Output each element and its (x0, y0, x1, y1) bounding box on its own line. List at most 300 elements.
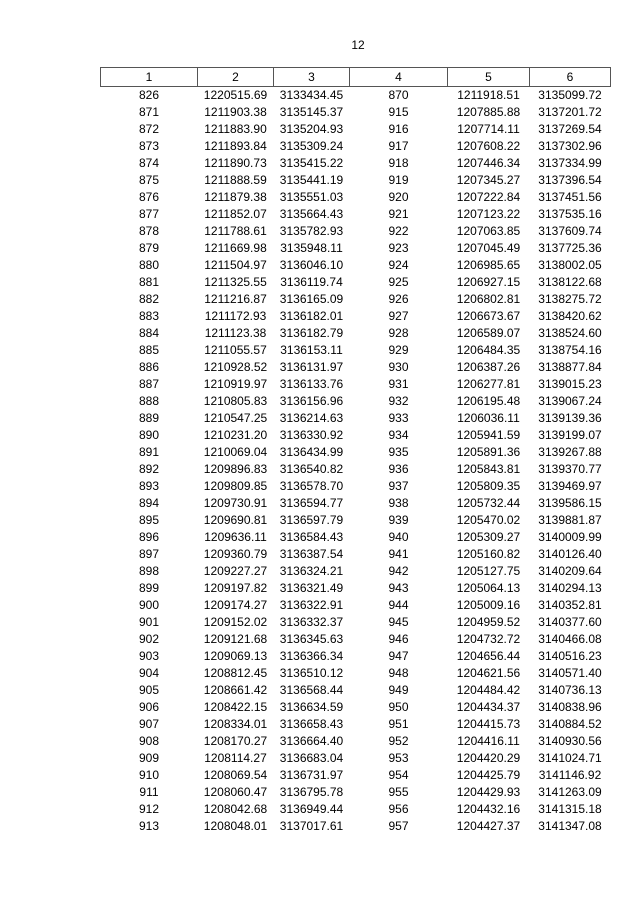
table-cell: 3141146.92 (538, 768, 602, 782)
table-cell: 3136322.91 (279, 598, 344, 612)
table-cell: 1204959.52 (456, 615, 521, 629)
table-cell: 925 (388, 275, 409, 289)
table-cell: 3135664.43 (279, 207, 344, 221)
table-cell: 1211504.97 (204, 258, 267, 272)
table-cell: 1204432.16 (456, 802, 521, 816)
table-cell: 3136119.74 (280, 275, 343, 289)
table-cell: 1204732.72 (456, 632, 521, 646)
table-cell: 933 (388, 411, 409, 425)
table-cell: 882 (138, 292, 160, 306)
table-cell: 3135204.93 (279, 122, 344, 136)
table-row (101, 682, 611, 699)
table-cell: 1211852.07 (204, 207, 267, 221)
table-cell: 1210069.04 (203, 445, 268, 459)
table-cell: 1204484.42 (456, 683, 521, 697)
table-cell: 1207063.85 (456, 224, 521, 238)
table-row (101, 427, 611, 444)
table-cell: 905 (138, 683, 160, 697)
table-cell: 875 (138, 173, 160, 187)
table-row (101, 274, 611, 291)
table-cell: 896 (138, 530, 160, 544)
table-row (101, 546, 611, 563)
table-cell: 3139015.23 (538, 377, 602, 391)
table-cell: 1211890.73 (204, 156, 267, 170)
table-cell: 1206195.48 (456, 394, 521, 408)
table-cell: 3140466.08 (538, 632, 602, 646)
table-cell: 3139199.07 (538, 428, 602, 442)
table-row (101, 478, 611, 495)
table-cell: 3133434.45 (279, 88, 344, 102)
table-cell: 1206802.81 (456, 292, 521, 306)
table-cell: 3137334.99 (538, 156, 602, 170)
table-cell: 3138002.05 (538, 258, 602, 272)
table-cell: 1207714.11 (457, 122, 520, 136)
table-cell: 894 (138, 496, 160, 510)
table-cell: 1205809.35 (456, 479, 521, 493)
table-cell: 3138524.60 (538, 326, 602, 340)
table-cell: 920 (388, 190, 409, 204)
table-cell: 891 (138, 445, 160, 459)
table-cell: 1206484.35 (456, 343, 521, 357)
table-cell: 3139139.36 (538, 411, 602, 425)
table-cell: 883 (138, 309, 160, 323)
table-row (101, 699, 611, 716)
column-header-6: 6 (530, 68, 611, 87)
table-row (101, 121, 611, 138)
table-cell: 954 (388, 768, 409, 782)
table-cell: 3135099.72 (538, 88, 602, 102)
table-cell: 3140294.13 (538, 581, 602, 595)
table-row (101, 767, 611, 784)
table-cell: 1208042.68 (203, 802, 268, 816)
table-cell: 927 (388, 309, 409, 323)
table-cell: 3135415.22 (279, 156, 344, 170)
table-cell: 931 (388, 377, 409, 391)
table-cell: 911 (139, 785, 159, 799)
table-cell: 3141347.08 (538, 819, 602, 833)
table-cell: 1206036.11 (457, 411, 520, 425)
table-cell: 1208812.45 (203, 666, 268, 680)
table-cell: 871 (138, 105, 160, 119)
table-cell: 1205732.44 (456, 496, 521, 510)
table-cell: 889 (138, 411, 160, 425)
table-cell: 1205941.59 (456, 428, 521, 442)
table-cell: 3139067.24 (538, 394, 602, 408)
table-cell: 3138754.16 (538, 343, 602, 357)
table-cell: 1207885.88 (456, 105, 521, 119)
table-cell: 1206927.15 (456, 275, 521, 289)
table-cell: 3136584.43 (279, 530, 344, 544)
table-cell: 3139586.15 (538, 496, 602, 510)
table-cell: 898 (138, 564, 160, 578)
table-cell: 3136949.44 (279, 802, 344, 816)
table-cell: 826 (138, 88, 160, 102)
table-cell: 955 (388, 785, 409, 799)
table-cell: 1208060.47 (203, 785, 268, 799)
table-row (101, 750, 611, 767)
table-body (101, 87, 611, 836)
table-cell: 923 (388, 241, 409, 255)
table-cell: 909 (138, 751, 160, 765)
table-cell: 1209896.83 (203, 462, 268, 476)
table-cell: 3136321.49 (279, 581, 344, 595)
table-cell: 942 (388, 564, 409, 578)
table-cell: 3135309.24 (279, 139, 344, 153)
table-row (101, 240, 611, 257)
table-row (101, 665, 611, 682)
table-cell: 1205309.27 (456, 530, 521, 544)
table-row (101, 308, 611, 325)
table-cell: 935 (388, 445, 409, 459)
table-cell: 884 (138, 326, 160, 340)
table-cell: 873 (138, 139, 160, 153)
table-row (101, 461, 611, 478)
table-cell: 3135948.11 (280, 241, 343, 255)
table-cell: 3140838.96 (538, 700, 602, 714)
table-cell: 3140126.40 (538, 547, 602, 561)
table-row (101, 818, 611, 835)
table-cell: 3140516.23 (538, 649, 602, 663)
table-cell: 919 (388, 173, 409, 187)
table-row (101, 597, 611, 614)
table-cell: 1211788.61 (204, 224, 267, 238)
table-cell: 3136578.70 (279, 479, 344, 493)
table-cell: 907 (138, 717, 160, 731)
table-cell: 946 (388, 632, 409, 646)
table-cell: 895 (138, 513, 160, 527)
table-cell: 3137451.56 (538, 190, 602, 204)
table-cell: 3136664.40 (279, 734, 344, 748)
table-row (101, 87, 611, 105)
table-cell: 945 (388, 615, 409, 629)
table-cell: 943 (388, 581, 409, 595)
table-cell: 879 (138, 241, 160, 255)
table-row (101, 784, 611, 801)
table-cell: 1206985.65 (456, 258, 521, 272)
table-cell: 877 (138, 207, 160, 221)
table-cell: 926 (388, 292, 409, 306)
table-cell: 906 (138, 700, 160, 714)
table-cell: 934 (388, 428, 409, 442)
table-cell: 3141024.71 (538, 751, 602, 765)
table-cell: 1210928.52 (203, 360, 268, 374)
table-cell: 3141315.18 (538, 802, 602, 816)
table-cell: 1204415.73 (456, 717, 521, 731)
table-cell: 1206277.81 (456, 377, 521, 391)
table-cell: 924 (388, 258, 409, 272)
table-cell: 3137302.96 (538, 139, 602, 153)
table-cell: 1204427.37 (456, 819, 521, 833)
table-row (101, 801, 611, 818)
table-cell: 3135145.37 (279, 105, 344, 119)
table-cell: 1205009.16 (456, 598, 521, 612)
table-cell: 3136182.79 (279, 326, 344, 340)
table-row (101, 138, 611, 155)
column-header-1: 1 (101, 68, 198, 87)
table-cell: 915 (388, 105, 409, 119)
table-cell: 3140209.64 (538, 564, 602, 578)
table-cell: 3140884.52 (538, 717, 602, 731)
table-row (101, 529, 611, 546)
table-cell: 1207123.22 (456, 207, 521, 221)
table-cell: 1211172.93 (204, 309, 267, 323)
table-cell: 3136568.44 (279, 683, 344, 697)
table-cell: 1205843.81 (456, 462, 521, 476)
column-header-2: 2 (198, 68, 274, 87)
table-cell: 913 (138, 819, 160, 833)
table-cell: 1204420.29 (456, 751, 521, 765)
table-cell: 1208069.54 (203, 768, 268, 782)
table-cell: 1208334.01 (203, 717, 268, 731)
table-cell: 1209636.11 (204, 530, 267, 544)
table-row (101, 393, 611, 410)
table-row (101, 223, 611, 240)
table-cell: 3136434.99 (279, 445, 344, 459)
table-cell: 902 (138, 632, 160, 646)
table-cell: 947 (388, 649, 409, 663)
table-header-row (101, 68, 611, 87)
table-cell: 3136332.37 (279, 615, 344, 629)
table-row (101, 189, 611, 206)
table-cell: 3136540.82 (279, 462, 344, 476)
table-cell: 912 (138, 802, 160, 816)
table-cell: 876 (138, 190, 160, 204)
table-cell: 3136133.76 (279, 377, 344, 391)
table-cell: 1211325.55 (204, 275, 267, 289)
table-cell: 3136182.01 (279, 309, 344, 323)
table-cell: 890 (138, 428, 160, 442)
table-cell: 880 (138, 258, 160, 272)
table-cell: 937 (388, 479, 409, 493)
table-cell: 3137269.54 (538, 122, 602, 136)
table-cell: 1208114.27 (204, 751, 267, 765)
table-cell: 1209069.13 (203, 649, 268, 663)
table-cell: 1210231.20 (203, 428, 268, 442)
table-cell: 1204434.37 (456, 700, 521, 714)
table-cell: 3139370.77 (538, 462, 602, 476)
table-cell: 941 (388, 547, 409, 561)
table-cell: 3138122.68 (538, 275, 602, 289)
table-cell: 872 (138, 122, 160, 136)
table-cell: 1211918.51 (457, 88, 520, 102)
table-row (101, 376, 611, 393)
table-cell: 3136214.63 (279, 411, 344, 425)
table-cell: 1207608.22 (456, 139, 521, 153)
table-cell: 1211893.84 (204, 139, 267, 153)
table-cell: 910 (138, 768, 160, 782)
table-row (101, 342, 611, 359)
table-row (101, 104, 611, 121)
table-cell: 1209197.82 (203, 581, 268, 595)
table-row (101, 648, 611, 665)
table-row (101, 614, 611, 631)
table-row (101, 155, 611, 172)
table-cell: 3135551.03 (279, 190, 344, 204)
table-cell: 918 (388, 156, 409, 170)
table-row (101, 444, 611, 461)
table-cell: 1211879.38 (204, 190, 267, 204)
table-cell: 908 (138, 734, 160, 748)
table-cell: 878 (138, 224, 160, 238)
table-cell: 950 (388, 700, 409, 714)
table-cell: 1207045.49 (456, 241, 521, 255)
table-cell: 938 (388, 496, 409, 510)
table-cell: 1209174.27 (203, 598, 268, 612)
table-cell: 1208170.27 (203, 734, 268, 748)
table-row (101, 563, 611, 580)
table-cell: 874 (138, 156, 160, 170)
table-cell: 1205064.13 (456, 581, 521, 595)
table-cell: 1209730.91 (203, 496, 268, 510)
table-cell: 3136387.54 (279, 547, 344, 561)
table-row (101, 172, 611, 189)
table-cell: 3136510.12 (279, 666, 344, 680)
coordinates-table (100, 67, 611, 835)
table-cell: 1211903.38 (204, 105, 267, 119)
table-cell: 1208422.15 (203, 700, 268, 714)
table-cell: 921 (388, 207, 409, 221)
table-cell: 930 (388, 360, 409, 374)
table-cell: 1207345.27 (456, 173, 521, 187)
table-cell: 3136594.77 (279, 496, 344, 510)
table-cell: 3137535.16 (538, 207, 602, 221)
table-cell: 1211123.38 (204, 326, 267, 340)
table-cell: 922 (388, 224, 409, 238)
table-cell: 951 (388, 717, 409, 731)
column-header-4: 4 (350, 68, 448, 87)
table-cell: 886 (138, 360, 160, 374)
table-cell: 944 (388, 598, 409, 612)
table-cell: 1220515.69 (203, 88, 268, 102)
table-cell: 3137725.36 (538, 241, 602, 255)
table-cell: 929 (388, 343, 409, 357)
table-cell: 3141263.09 (538, 785, 602, 799)
table-cell: 1209152.02 (203, 615, 268, 629)
table-cell: 928 (388, 326, 409, 340)
table-cell: 3136795.78 (279, 785, 344, 799)
table-cell: 903 (138, 649, 160, 663)
table-cell: 932 (388, 394, 409, 408)
table-cell: 956 (388, 802, 409, 816)
table-cell: 893 (138, 479, 160, 493)
table-cell: 3136597.79 (279, 513, 344, 527)
table-cell: 1204429.93 (456, 785, 521, 799)
table-cell: 949 (388, 683, 409, 697)
table-cell: 1208048.01 (203, 819, 268, 833)
table-cell: 1205470.02 (456, 513, 521, 527)
table-cell: 870 (388, 88, 409, 102)
table-cell: 3136366.34 (279, 649, 344, 663)
table-cell: 3140571.40 (538, 666, 602, 680)
table-cell: 953 (388, 751, 409, 765)
table-cell: 887 (138, 377, 160, 391)
table-row (101, 291, 611, 308)
table-cell: 3136345.63 (279, 632, 344, 646)
table-cell: 1211883.90 (204, 122, 267, 136)
table-cell: 940 (388, 530, 409, 544)
column-header-3: 3 (274, 68, 350, 87)
table-cell: 3140352.81 (538, 598, 602, 612)
table-cell: 3140930.56 (538, 734, 602, 748)
table-row (101, 410, 611, 427)
table-cell: 3136046.10 (279, 258, 344, 272)
table-cell: 892 (138, 462, 160, 476)
table-cell: 881 (138, 275, 160, 289)
table-row (101, 733, 611, 750)
table-cell: 3136731.97 (279, 768, 344, 782)
table-row (101, 325, 611, 342)
table-cell: 3137396.54 (538, 173, 602, 187)
table-cell: 3139267.88 (538, 445, 602, 459)
table-cell: 1210805.83 (203, 394, 268, 408)
table-cell: 3136153.11 (280, 343, 343, 357)
table-cell: 3137201.72 (538, 105, 602, 119)
table-cell: 3136165.09 (279, 292, 344, 306)
table-cell: 3136131.97 (279, 360, 344, 374)
table-cell: 904 (138, 666, 160, 680)
table-cell: 901 (138, 615, 160, 629)
table-cell: 1207222.84 (456, 190, 521, 204)
table-cell: 3135441.19 (279, 173, 344, 187)
table-row (101, 512, 611, 529)
table-cell: 1209227.27 (203, 564, 268, 578)
table-cell: 3135782.93 (279, 224, 344, 238)
table-cell: 885 (138, 343, 160, 357)
table-row (101, 206, 611, 223)
table-cell: 1211216.87 (204, 292, 267, 306)
table-cell: 3136658.43 (279, 717, 344, 731)
table-cell: 1204621.56 (456, 666, 521, 680)
table-cell: 1211055.57 (204, 343, 267, 357)
table-cell: 3136634.59 (279, 700, 344, 714)
table-cell: 3137017.61 (279, 819, 344, 833)
table-cell: 1211888.59 (204, 173, 267, 187)
table-cell: 1209121.68 (203, 632, 268, 646)
table-cell: 917 (388, 139, 409, 153)
table-cell: 3136683.04 (279, 751, 344, 765)
table-cell: 1204425.79 (456, 768, 521, 782)
table-cell: 1209360.79 (203, 547, 268, 561)
table-cell: 1205127.75 (456, 564, 521, 578)
table-cell: 897 (138, 547, 160, 561)
table-cell: 1206387.26 (456, 360, 521, 374)
table-row (101, 580, 611, 597)
table-cell: 3140736.13 (538, 683, 602, 697)
table-cell: 1210547.25 (203, 411, 268, 425)
table-cell: 3139881.87 (538, 513, 602, 527)
table-cell: 1205160.82 (456, 547, 521, 561)
table-cell: 1206589.07 (456, 326, 521, 340)
table-cell: 1210919.97 (203, 377, 268, 391)
table-cell: 3137609.74 (538, 224, 602, 238)
page-number: 12 (351, 38, 365, 52)
table-cell: 1206673.67 (456, 309, 521, 323)
table-cell: 1208661.42 (203, 683, 268, 697)
table-cell: 3138877.84 (538, 360, 602, 374)
table-cell: 1209809.85 (203, 479, 268, 493)
table-row (101, 257, 611, 274)
table-cell: 1211669.98 (204, 241, 267, 255)
table-cell: 948 (388, 666, 409, 680)
table-cell: 899 (138, 581, 160, 595)
column-header-5: 5 (448, 68, 530, 87)
table-cell: 3140377.60 (538, 615, 602, 629)
table-cell: 3138420.62 (538, 309, 602, 323)
table-cell: 888 (138, 394, 160, 408)
table-cell: 952 (388, 734, 409, 748)
table-cell: 3136324.21 (279, 564, 344, 578)
table-cell: 957 (388, 819, 409, 833)
